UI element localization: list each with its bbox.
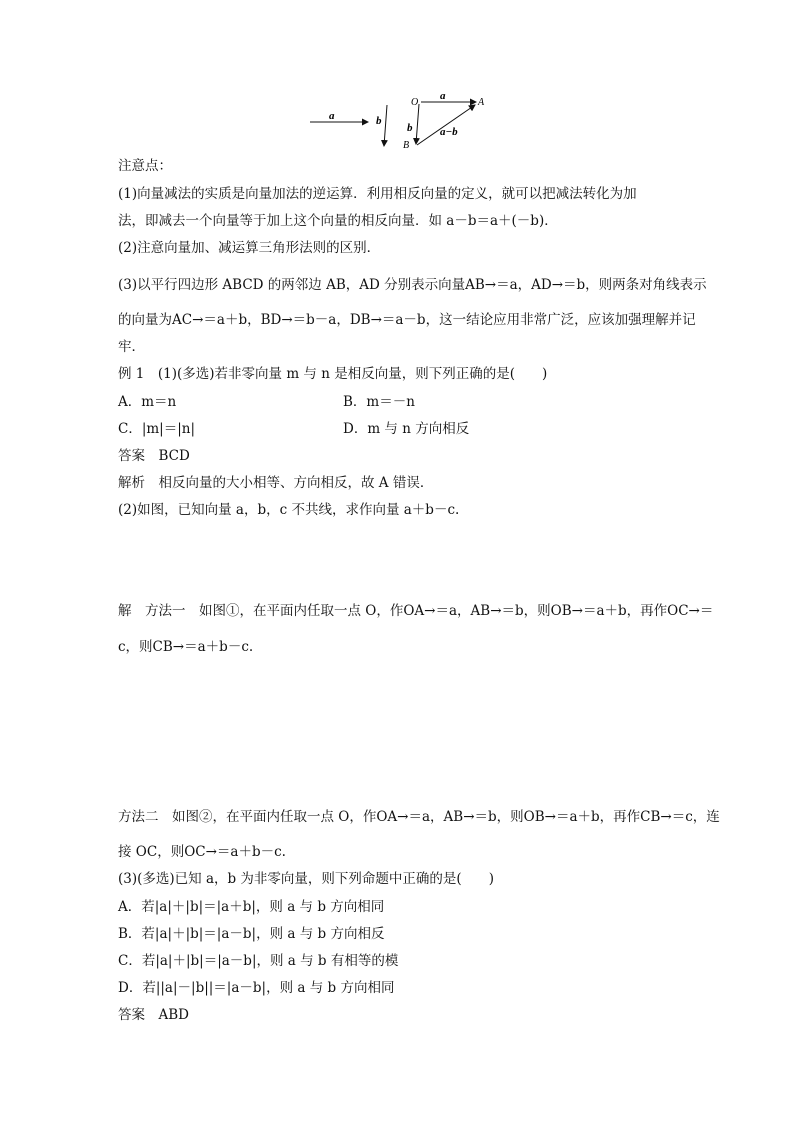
solution-method-1-line-2: c，则CB→＝a＋b－c. bbox=[118, 639, 254, 655]
q3-option-c: C．若|a|＋|b|＝|a－b|，则 a 与 b 有相等的模 bbox=[118, 953, 399, 969]
option-d: D．m 与 n 方向相反 bbox=[343, 421, 470, 437]
point-b-label: B bbox=[403, 140, 410, 151]
note-3-line-2: 的向量为AC→＝a＋b，BD→＝b－a，DB→＝a－b，这一结论应用非常广泛，应该加强理解并记 bbox=[118, 312, 696, 328]
example-1-question-1: 例 1 (1)(多选)若非零向量 m 与 n 是相反向量，则下列正确的是( ) bbox=[118, 366, 548, 382]
vector-ob-arrow bbox=[416, 104, 419, 144]
option-c: C．|m|＝|n| bbox=[118, 421, 196, 437]
solution-method-1-line-1: 解 方法一 如图①，在平面内任取一点 O，作OA→＝a，AB→＝b，则OB→＝a＋b，再作OC→＝ bbox=[118, 603, 714, 619]
note-3-line-1: (3)以平行四边形 ABCD 的两邻边 AB，AD 分别表示向量AB→＝a，AD→＝b，则两条对角线表示 bbox=[118, 277, 707, 293]
question-2: (2)如图，已知向量 a，b，c 不共线，求作向量 a＋b－c. bbox=[118, 502, 460, 518]
point-a-label: A bbox=[478, 97, 485, 108]
q3-option-d: D．若||a|－|b||＝|a－b|，则 a 与 b 方向相同 bbox=[118, 980, 395, 996]
vector-a-label: a bbox=[329, 110, 335, 122]
answer-3: 答案 ABD bbox=[118, 1007, 189, 1023]
q3-option-b: B．若|a|＋|b|＝|a－b|，则 a 与 b 方向相反 bbox=[118, 926, 385, 942]
answer-1: 答案 BCD bbox=[118, 448, 190, 464]
analysis-1: 解析 相反向量的大小相等、方向相反，故 A 错误． bbox=[118, 475, 434, 491]
note-1-line-1: (1)向量减法的实质是向量加法的逆运算．利用相反向量的定义，就可以把减法转化为加 bbox=[118, 186, 637, 202]
question-3: (3)(多选)已知 a，b 为非零向量，则下列命题中正确的是( ) bbox=[118, 871, 494, 887]
q3-option-a: A．若|a|＋|b|＝|a＋b|，则 a 与 b 方向相同 bbox=[118, 899, 385, 915]
note-2: (2)注意向量加、减运算三角形法则的区别． bbox=[118, 240, 381, 256]
point-o-label: O bbox=[411, 97, 419, 108]
vector-b-arrow bbox=[384, 105, 387, 146]
note-3-line-3: 牢． bbox=[118, 339, 145, 355]
option-b: B．m＝－n bbox=[343, 394, 415, 410]
vector-subtraction-figure bbox=[300, 88, 500, 156]
note-1-line-2: 法，即减去一个向量等于加上这个向量的相反向量．如 a－b＝a＋(－b)． bbox=[118, 213, 558, 229]
option-a: A．m＝n bbox=[118, 394, 177, 410]
vector-oa-label: a bbox=[440, 90, 446, 102]
solution-method-2-line-2: 接 OC，则OC→＝a＋b－c. bbox=[118, 844, 286, 860]
vector-ob-label: b bbox=[407, 122, 413, 134]
solution-method-2-line-1: 方法二 如图②，在平面内任取一点 O，作OA→＝a，AB→＝b，则OB→＝a＋b，再作CB→＝c，连 bbox=[118, 809, 720, 825]
notes-heading: 注意点： bbox=[118, 158, 172, 174]
vector-ab-arrow bbox=[417, 105, 475, 145]
vector-b-label: b bbox=[376, 115, 382, 127]
vector-ab-label: a−b bbox=[440, 126, 458, 138]
